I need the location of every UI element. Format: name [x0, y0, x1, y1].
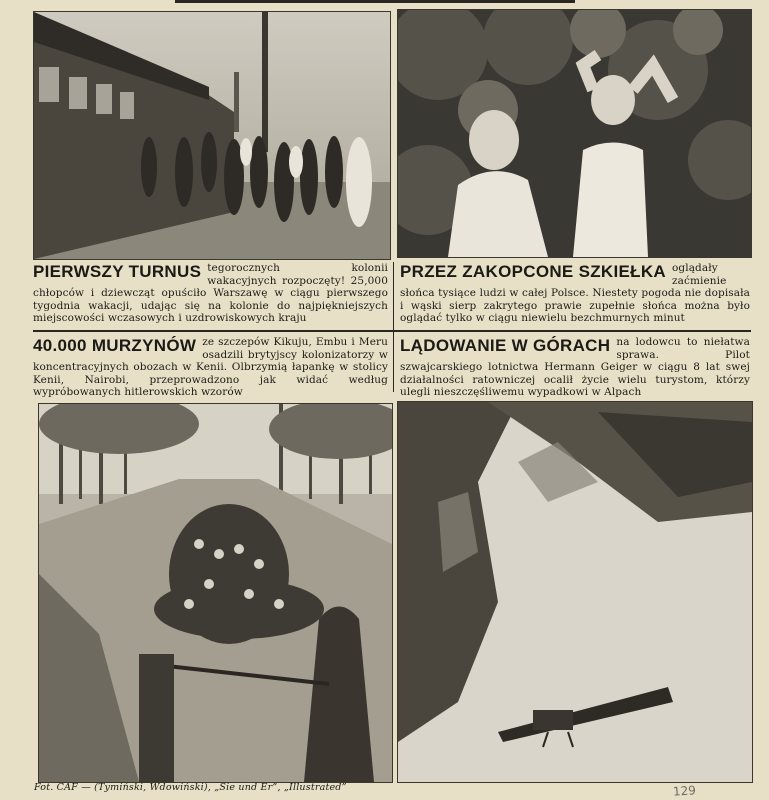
heading-smoked-glass: PRZEZ ZAKOPCONE SZKIEŁKA	[400, 262, 666, 281]
section-divider	[33, 330, 751, 332]
top-rule	[175, 0, 575, 3]
caption-smoked-glass	[400, 262, 750, 325]
photo-kenya-roundup	[38, 403, 393, 783]
page-number: 129	[672, 783, 697, 799]
text-first-turnus: tegorocznych kolonii wakacyjnych rozpoczęty! 25,000 chłopców i dziewcząt opuściło Warszawę w ciągu pierwszego tygodnia wakacji, udając się na kolonie do najpiękniejszych miejscowości wczasowych i uzdrowiskowych kraju	[33, 262, 388, 325]
photo-train-departure	[33, 11, 391, 260]
heading-kenya: 40.000 MURZYNÓW	[33, 336, 197, 355]
caption-glacier-landing	[400, 336, 750, 399]
photo-glacier-landing	[397, 401, 753, 783]
caption-first-turnus	[33, 262, 388, 325]
caption-kenya	[33, 336, 388, 399]
photo-credit: Fot. CAF — (Tymiński, Wdowiński), „Sie und Er”, „Illustrated”	[34, 782, 347, 793]
text-glacier-landing: na lodowcu to niełatwa sprawa. Pilot szwajcarskiego lotnictwa Hermann Geiger w ciągu 8 lat swej działalności ratowniczej ocalił życie wielu turystom, którzy ulegli nieszczęśliwemu wypadkowi w Alpach	[400, 336, 750, 399]
heading-first-turnus: PIERWSZY TURNUS	[33, 262, 202, 281]
heading-glacier-landing: LĄDOWANIE W GÓRACH	[400, 336, 611, 355]
text-kenya: ze szczepów Kikuju, Embu i Meru osadzili brytyjscy kolonizatorzy w koncentracyjnych obozach w Kenii. Olbrzymią łapankę w stolicy Kenii, Nairobi, przeprowadzono jak widać według wypróbowanych hitlerowskich wzorów	[33, 336, 388, 399]
photo-eclipse-viewers	[397, 9, 752, 258]
text-smoked-glass: oglądały zaćmienie słońca tysiące ludzi w całej Polsce. Niestety pogoda nie dopisała i wąski sierp zakrytego prawie zupełnie słońca można było oglądać tylko w ciągu niewielu bezchmurnych minut	[400, 262, 750, 325]
column-divider	[393, 262, 394, 392]
